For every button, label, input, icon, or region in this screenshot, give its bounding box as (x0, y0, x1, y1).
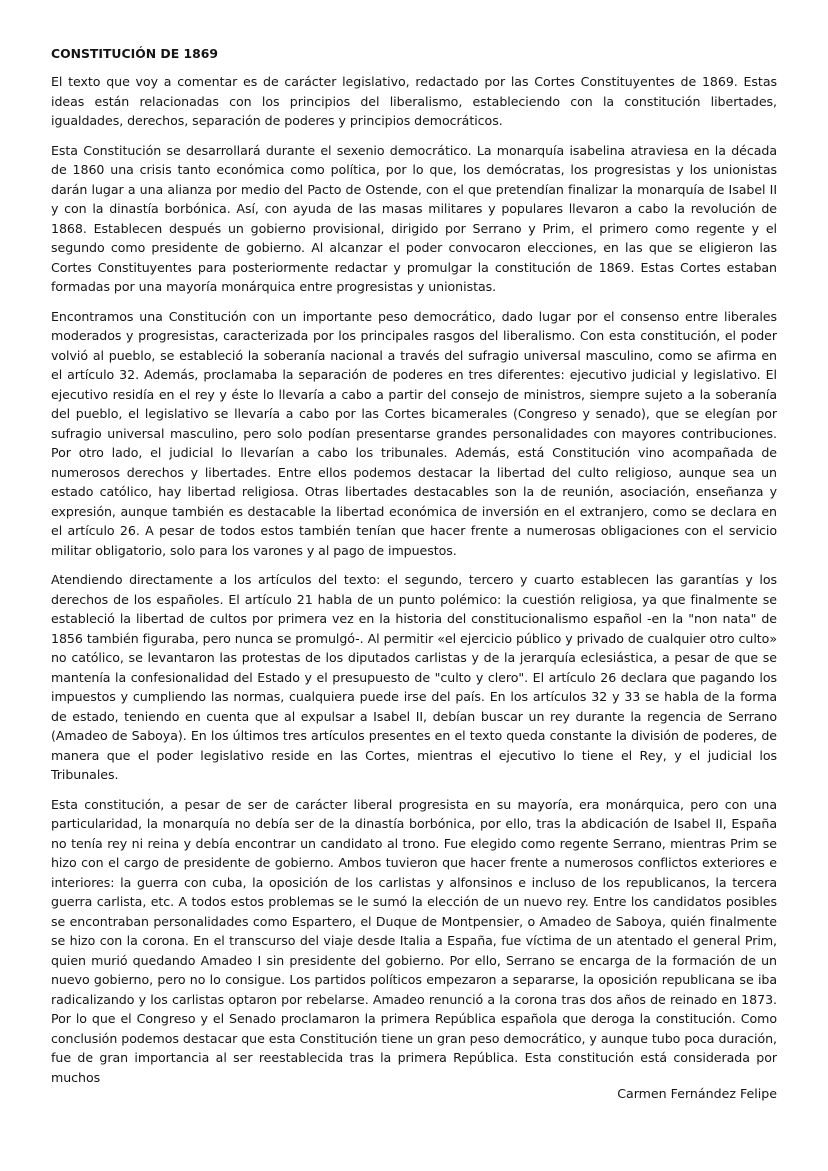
paragraph-context: Esta Constitución se desarrollará durante el sexenio democrático. La monarquía isabelina atraviesa en la década de 1860 una crisis tanto económica como política, por lo que, los demócratas, los progresistas y los unionistas darán lugar a una alianza por medio del Pacto de Ostende, con el que pretendían finalizar la monarquía de Isabel II y con la dinastía borbónica. Así, con ayuda de las masas militares y populares llevaron a cabo la revolución de 1868. Establecen después un gobierno provisional, dirigido por Serrano y Prim, el primero como regente y el segundo como presidente de gobierno. Al alcanzar el poder convocaron elecciones, en las que se eligieron las Cortes Constituyentes para posteriormente redactar y promulgar la constitución de 1869. Estas Cortes estaban formadas por una mayoría monárquica entre progresistas y unionistas. (51, 142, 777, 294)
paragraph-conclusion: Esta constitución, a pesar de ser de carácter liberal progresista en su mayoría, era monárquica, pero con una particularidad, la monarquía no debía ser de la dinastía borbónica, por ello, tras la abdicación de Isabel II, España no tenía rey ni reina y debía encontrar un candidato al trono. Fue elegido como regente Serrano, mientras Prim se hizo con el cargo de presidente de gobierno. Ambos tuvieron que hacer frente a numerosos conflictos exteriores e interiores: la guerra con cuba, la oposición de los carlistas y alfonsinos e incluso de los republicanos, la tercera guerra carlista, etc. A todos estos problemas se le sumó la elección de un nuevo rey. Entre los candidatos posibles se encontraban personalidades como Espartero, el Duque de Montpensier, o Amadeo de Saboya, quién finalmente se hizo con la corona. En el transcurso del viaje desde Italia a España, fue víctima de un atentado el general Prim, quien murió quedando Amadeo I sin presidente del gobierno. Por ello, Serrano se encarga de la formación de un nuevo gobierno, pero no lo consigue. Los partidos políticos empezaron a separarse, la oposición republicana se iba radicalizando y los carlistas optaron por rebelarse. Amadeo renunció a la corona tras dos años de reinado en 1873. Por lo que el Congreso y el Senado proclamaron la primera República española que deroga la constitución. Como conclusión podemos destacar que esta Constitución tiene un gran peso democrático, y aunque tubo poca duración, fue de gran importancia al ser reestablecida tras la primera República. Esta constitución está considerada por muchos (51, 796, 777, 1085)
author-signature: Carmen Fernández Felipe (617, 1086, 777, 1101)
document-title: CONSTITUCIÓN DE 1869 (51, 46, 218, 61)
paragraph-characteristics: Encontramos una Constitución con un importante peso democrático, dado lugar por el consenso entre liberales moderados y progresistas, caracterizada por los principales rasgos del liberalismo. Con esta constitución, el poder volvió al pueblo, se estableció la soberanía nacional a través del sufragio universal masculino, como se afirma en el artículo 32. Además, proclamaba la separación de poderes en tres diferentes: ejecutivo judicial y legislativo. El ejecutivo residía en el rey y éste lo llevaría a cabo a partir del consejo de ministros, siempre sujeto a la soberanía del pueblo, el legislativo se llevaría a cabo por las Cortes bicamerales (Congreso y senado), que se elegían por sufragio universal masculino, pero solo podían presentarse grandes personalidades con mayores contribuciones. Por otro lado, el judicial lo llevarían a cabo los tribunales. Además, está Constitución vino acompañada de numerosos derechos y libertades. Entre ellos podemos destacar la libertad del culto religioso, aunque sea un estado católico, hay libertad religiosa. Otras libertades destacables son la de reunión, asociación, enseñanza y expresión, aunque también es destacable la libertad económica de inversión en el extranjero, como se declara en el artículo 26. A pesar de todos estos también tenían que hacer frente a numerosas obligaciones con el servicio militar obligatorio, solo para los varones y al pago de impuestos. (51, 308, 777, 558)
paragraph-intro: El texto que voy a comentar es de carácter legislativo, redactado por las Cortes Constituyentes de 1869. Estas ideas están relacionadas con los principios del liberalismo, estableciendo con la constitución libertades, igualdades, derechos, separación de poderes y principios democráticos. (51, 74, 777, 128)
paragraph-articles: Atendiendo directamente a los artículos del texto: el segundo, tercero y cuarto establecen las garantías y los derechos de los españoles. El artículo 21 habla de un punto polémico: la cuestión religiosa, ya que finalmente se estableció la libertad de cultos por primera vez en la historia del constitucionalismo español -en la "non nata" de 1856 también figuraba, pero nunca se promulgó-. Al permitir «el ejercicio público y privado de cualquier otro culto» no católico, se levantaron las protestas de los diputados carlistas y de la jerarquía eclesiástica, a pesar de que se mantenía la confesionalidad del Estado y el presupuesto de "culto y clero". El artículo 26 declara que pagando los impuestos y cumpliendo las normas, cualquiera puede irse del país. En los artículos 32 y 33 se habla de la forma de estado, teniendo en cuenta que al expulsar a Isabel II, debían buscar un rey durante la regencia de Serrano (Amadeo de Saboya). En los últimos tres artículos presentes en el texto queda constante la división de poderes, de manera que el poder legislativo reside en las Cortes, mientras el ejecutivo lo tiene el Rey, y el judicial los Tribunales. (51, 572, 777, 782)
